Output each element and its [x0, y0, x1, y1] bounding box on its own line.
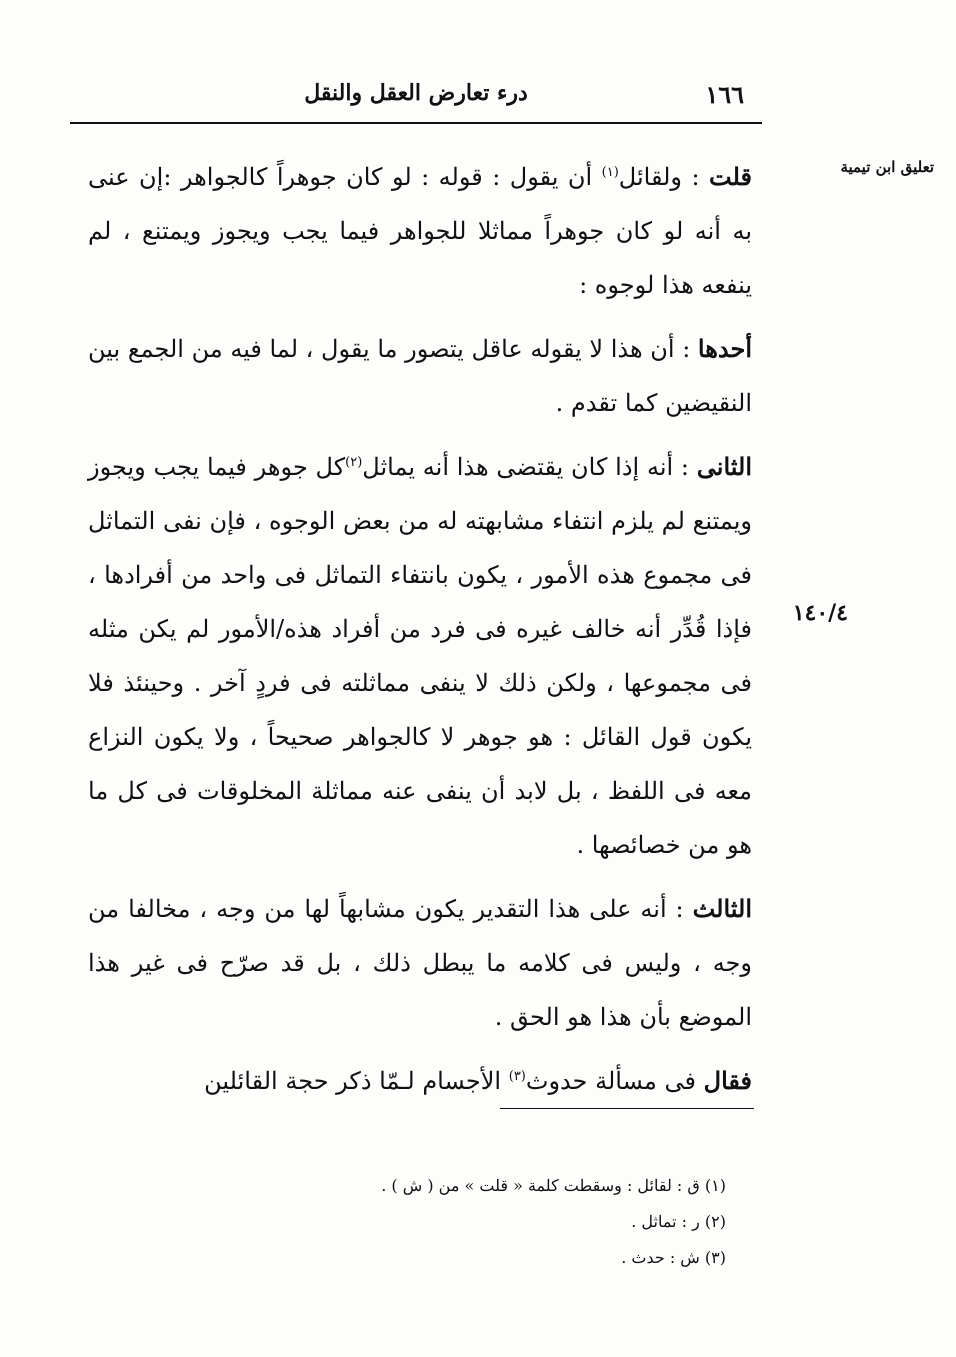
- paragraph-lead: الثالث: [692, 894, 752, 923]
- margin-reference: ١٤٠/٤: [792, 600, 848, 626]
- footnote-marker: (١): [601, 165, 619, 180]
- page-number: ١٦٦: [705, 80, 744, 109]
- margin-note: تعليق ابن تيمية: [840, 158, 934, 176]
- page-header: [70, 78, 762, 114]
- paragraph-3: [88, 440, 752, 872]
- footnote-3: (٣) ش : حدث .: [621, 1248, 726, 1267]
- paragraph-text: : ولقائل: [618, 163, 710, 191]
- paragraph-text: : أنه على هذا التقدير يكون مشابهاً لها من وجه ، مخالفا من وجه ، وليس فى كلامه ما يبطل ذلك ، بل قد صرّح فى غير هذا الموضع بأن هذا هو الحق .: [88, 895, 752, 1031]
- paragraph-text: الأجسام لـمّا ذكر حجة القائلين: [204, 1067, 509, 1095]
- footnote-rule: [500, 1108, 754, 1109]
- paragraph-lead: أحدها: [697, 334, 752, 363]
- paragraph-lead: قلت: [709, 162, 752, 191]
- paragraph-5: [88, 1054, 752, 1108]
- paragraph-lead: الثانى: [696, 452, 752, 481]
- paragraph-1: [88, 150, 752, 312]
- running-title: درء تعارض العقل والنقل: [304, 80, 528, 106]
- footnote-marker: (٢): [345, 455, 363, 470]
- paragraph-text: : أن هذا لا يقوله عاقل يتصور ما يقول ، لما فيه من الجمع بين النقيضين كما تقدم .: [88, 335, 752, 417]
- paragraph-text: فى مسألة حدوث: [525, 1067, 704, 1095]
- footnote-2: (٢) ر : تماثل .: [631, 1212, 726, 1231]
- paragraph-text: كل جوهر فيما يجب ويجوز ويمتنع لم يلزم انتفاء مشابهته له من بعض الوجوه ، فإن نفى التماثل فى مجموع هذه الأمور ، يكون بانتفاء التماثل فى واحد من أفرادها ، فإذا قُدِّر أنه خالف غيره فى فرد من أفراد هذه/الأمور لم يكن مثله فى مجموعها ، ولكن ذلك لا ينفى مماثلته فى فردٍ آخر . وحينئذ فلا يكون قول القائل : هو جوهر لا كالجواهر صحيحاً ، ولا يكون النزاع معه فى اللفظ ، بل لابد أن ينفى عنه مماثلة المخلوقات فى كل ما هو من خصائصها .: [88, 453, 752, 859]
- footnotes: [226, 1168, 726, 1276]
- main-text: [88, 150, 752, 1118]
- paragraph-lead: فقال: [703, 1066, 752, 1095]
- paragraph-text: أن يقول : قوله : لو كان جوهراً كالجواهر :إن عنى به أنه لو كان جوهراً مماثلا للجواهر فيما يجب ويجوز ويمتنع ، لم ينفعه هذا لوجوه :: [88, 163, 752, 299]
- footnote-marker: (٣): [508, 1069, 526, 1084]
- footnote-1: (١) ق : لقائل : وسقطت كلمة « قلت » من ( ش ) .: [381, 1176, 726, 1195]
- header-rule: [70, 122, 762, 124]
- paragraph-2: [88, 322, 752, 430]
- paragraph-text: : أنه إذا كان يقتضى هذا أنه يماثل: [362, 453, 697, 481]
- paragraph-4: [88, 882, 752, 1044]
